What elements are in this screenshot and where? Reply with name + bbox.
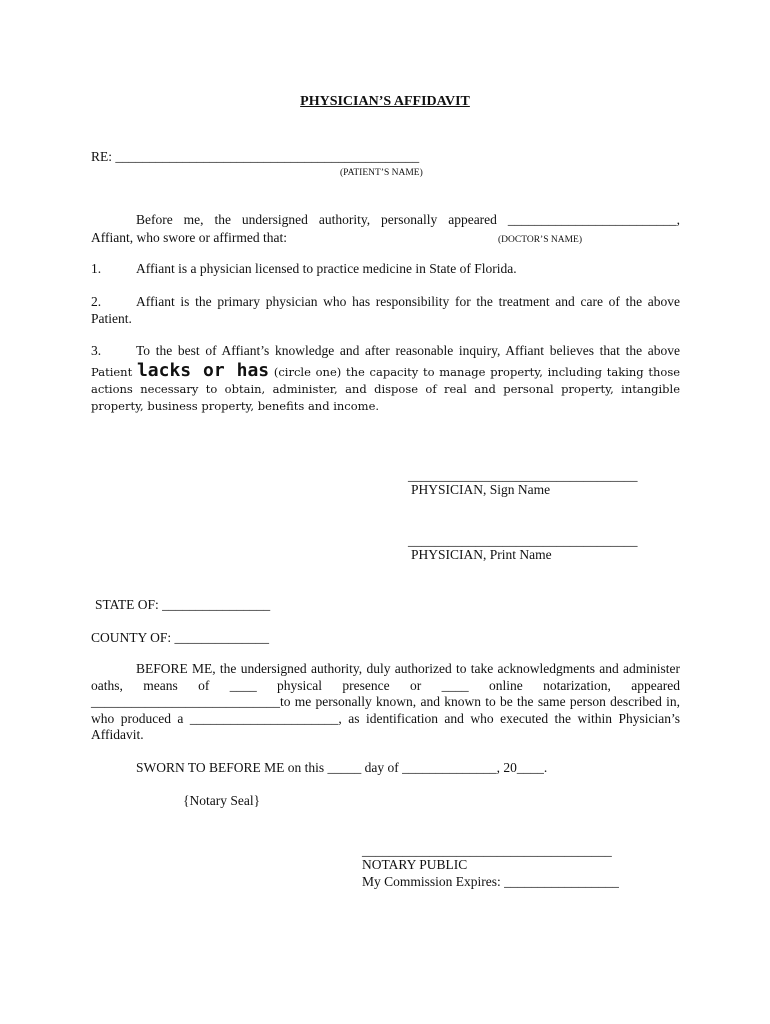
notary-paragraph xyxy=(91,661,680,744)
appearance-line-1: Before me, the undersigned authority, personally appeared _________________________, xyxy=(136,212,680,227)
patient-name-caption: (PATIENT’S NAME) xyxy=(340,168,423,178)
notary-seal-placeholder: {Notary Seal} xyxy=(183,793,261,808)
item-3-rest: necessary to obtain, administer, and dispose of real and personal property, intangible property, business property, benefits and income. xyxy=(91,382,681,413)
notary-paragraph-rest: oaths, means of ____ physical presence or ____ online notarization, appeared ____________________________to me personally known, and known to be the same person described in, who produced a ______________________, as identification and who executed the within Physician’s Affidavit. xyxy=(91,677,680,742)
notary-paragraph-line-1: BEFORE ME, the undersigned authority, duly authorized to take acknowledgments and administer xyxy=(136,661,680,676)
item-3 xyxy=(91,343,680,360)
item-3-after-choice: (circle one) the capacity to manage property, including taking those actions xyxy=(91,365,681,396)
item-3-line-1: To the best of Affiant’s knowledge and after reasonable inquiry, Affiant believes that the above xyxy=(136,343,680,358)
item-1 xyxy=(91,261,680,278)
item-3-number: 3. xyxy=(91,343,102,358)
print-name-line: __________________________________ xyxy=(408,533,638,548)
appearance-line-2: Affiant, who swore or affirmed that: xyxy=(91,230,287,245)
state-line: STATE OF: ________________ xyxy=(95,597,271,612)
re-line: RE: _____________________________________________ xyxy=(91,149,420,164)
appearance-paragraph xyxy=(91,212,680,229)
item-2 xyxy=(91,294,680,327)
commission-expires-line: My Commission Expires: _________________ xyxy=(362,874,619,889)
lacks-or-has-choice: lacks or has xyxy=(136,360,270,381)
notary-signature-line: _____________________________________ xyxy=(362,843,612,858)
document-title: PHYSICIAN’S AFFIDAVIT xyxy=(300,94,470,109)
item-3-body xyxy=(91,362,680,415)
item-1-text: Affiant is a physician licensed to practice medicine in State of Florida. xyxy=(136,261,517,276)
doctor-name-caption: (DOCTOR’S NAME) xyxy=(498,235,583,245)
sworn-line: SWORN TO BEFORE ME on this _____ day of ______________, 20____. xyxy=(136,760,548,775)
item-2-text: Affiant is the primary physician who has responsibility for the treatment and care of the above Patient. xyxy=(91,294,680,326)
notary-public-label: NOTARY PUBLIC xyxy=(362,857,468,872)
sign-name-line: __________________________________ xyxy=(408,468,638,483)
item-2-number: 2. xyxy=(91,294,102,309)
print-name-label: PHYSICIAN, Print Name xyxy=(411,547,552,562)
item-3-patient-word: Patient xyxy=(91,365,133,379)
county-line: COUNTY OF: ______________ xyxy=(91,630,270,645)
item-1-number: 1. xyxy=(91,261,102,276)
sign-name-label: PHYSICIAN, Sign Name xyxy=(411,482,551,497)
